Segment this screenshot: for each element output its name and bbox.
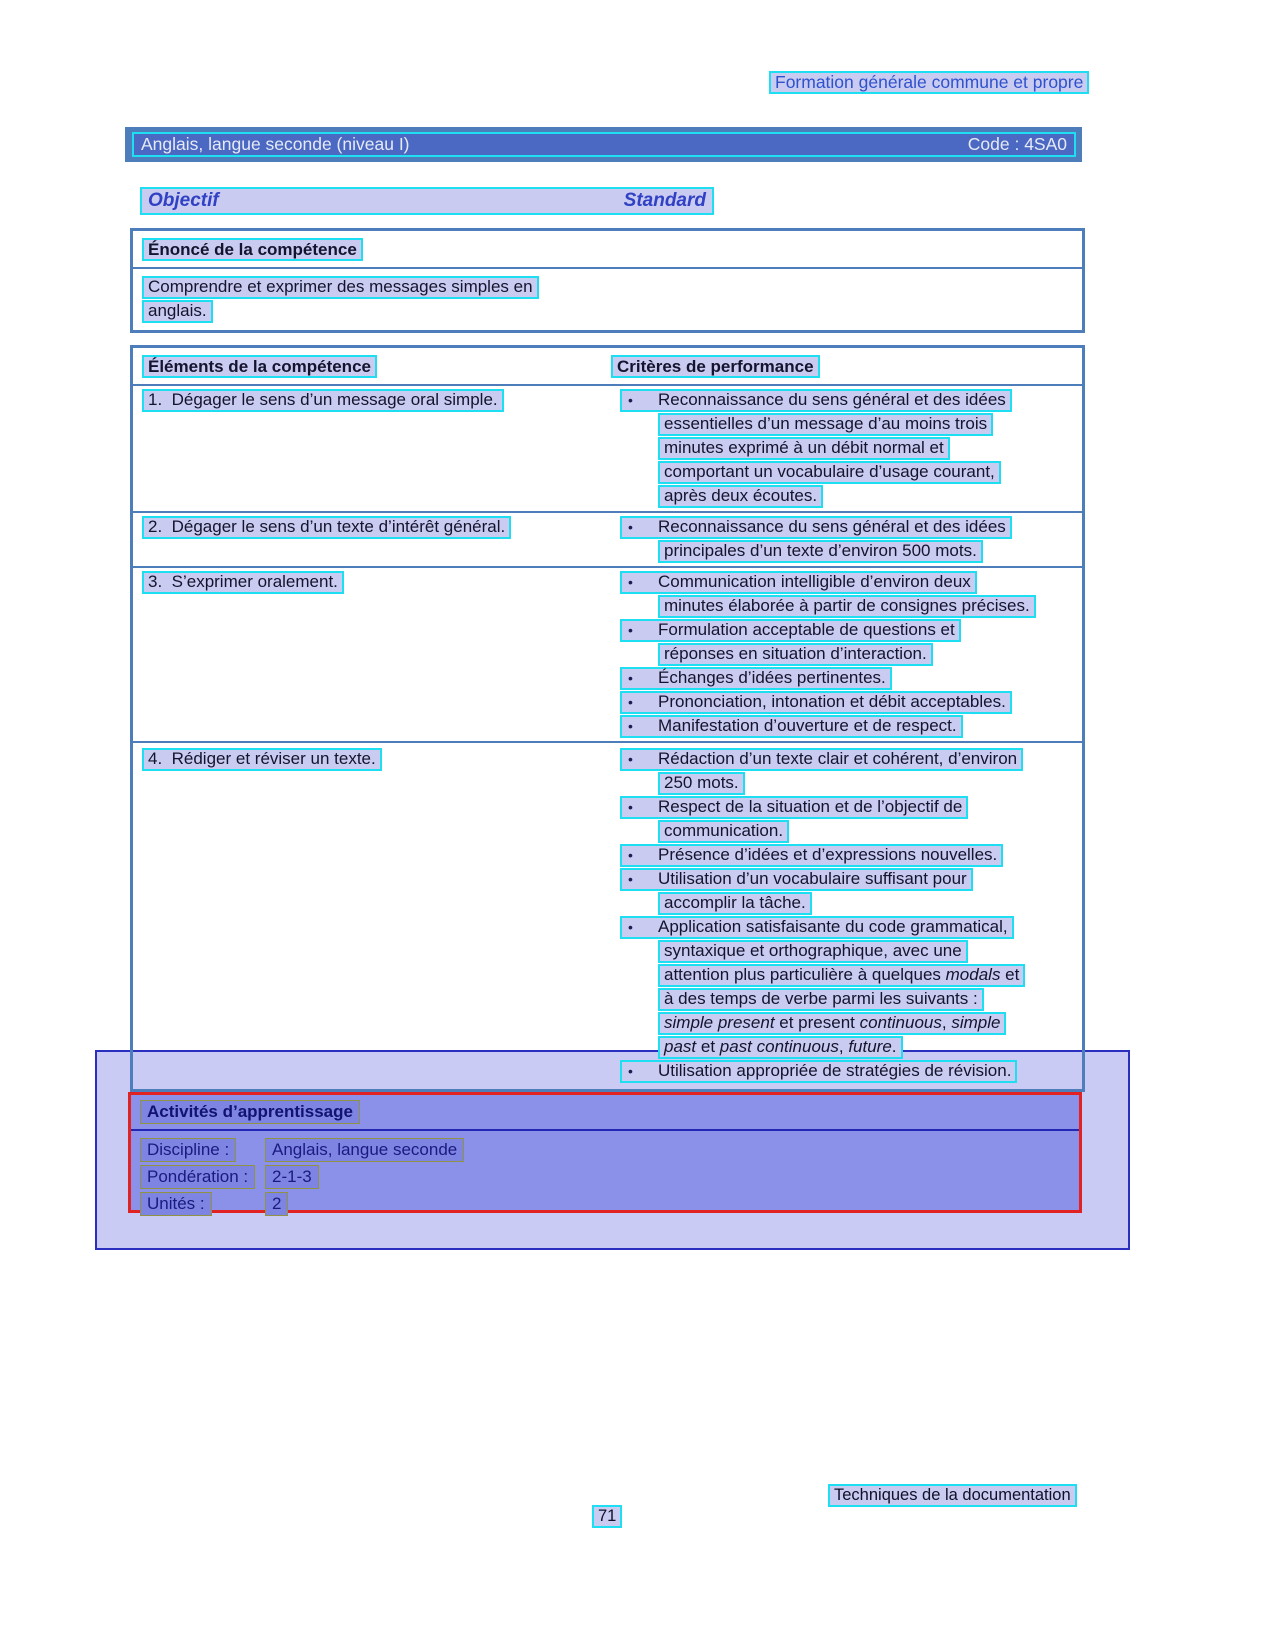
standard-heading: Standard [623,190,706,211]
criterion [612,666,1082,690]
competence-table [130,345,1085,1092]
enonce-box-header [133,231,1082,269]
page-number-text: 71 [592,1505,622,1528]
competence-table-header [133,348,1082,386]
criterion-line: attention plus particulière à quelques modals et [658,964,1025,987]
criteria-cell [612,388,1082,508]
header-note [769,71,1089,94]
element-cell [133,570,612,738]
criterion-line: réponses en situation d’interaction. [658,643,933,666]
enonce-title: Énoncé de la compétence [142,238,363,261]
element-cell [133,747,612,1083]
criterion-line: comportant un vocabulaire d’usage courant, [658,461,1001,484]
bullet-icon: • [628,574,633,590]
criterion-line: Respect de la situation et de l’objectif de [658,797,963,816]
element-text: 2. Dégager le sens d’un texte d’intérêt général. [142,516,511,539]
criterion [612,915,1082,1059]
field-label: Unités : [140,1192,212,1216]
table-row [133,386,1082,513]
criterion-line: Prononciation, intonation et débit acceptables. [658,692,1006,711]
criterion-line: minutes exprimé à un débit normal et [658,437,950,460]
criterion [612,515,1082,563]
criterion [612,388,1082,508]
criterion-line: past et past continuous , future . [658,1036,903,1059]
criterion-line: à des temps de verbe parmi les suivants : [658,988,984,1011]
criterion-line: Utilisation d’un vocabulaire suffisant pour [658,869,967,888]
column-header-criteres: Critères de performance [611,355,820,378]
criterion-line: principales d’un texte d’environ 500 mots. [658,540,983,563]
bullet-icon: • [628,392,633,408]
element-text: 4. Rédiger et réviser un texte. [142,748,382,771]
footer-program-text: Techniques de la documentation [828,1484,1077,1507]
field-unites [131,1189,1079,1216]
bullet-icon: • [628,847,633,863]
field-discipline [131,1135,1079,1162]
criterion [612,690,1082,714]
criterion [612,747,1082,795]
enonce-line: anglais. [142,300,213,323]
criterion-line: Rédaction d’un texte clair et cohérent, d’environ [658,749,1018,768]
enonce-line: Comprendre et exprimer des messages simples en [142,276,539,299]
field-value: 2-1-3 [265,1165,319,1189]
table-row [133,743,1082,1089]
criterion [612,570,1082,618]
field-ponderation [131,1162,1079,1189]
criterion-line: Communication intelligible d’environ deux [658,572,971,591]
bullet-icon: • [628,718,633,734]
activites-box-header [131,1095,1079,1131]
criterion-line: 250 mots. [658,772,745,795]
enonce-box [130,228,1085,333]
criterion [612,1059,1082,1083]
element-cell [133,515,612,563]
table-row [133,513,1082,568]
objectif-standard-row [140,187,714,215]
bullet-icon: • [628,519,633,535]
criterion [612,618,1082,666]
enonce-box-body [133,269,1082,330]
activites-fields [131,1131,1079,1216]
bullet-icon: • [628,694,633,710]
criterion [612,714,1082,738]
criteria-cell [612,515,1082,563]
bullet-icon: • [628,799,633,815]
element-cell [133,388,612,508]
criterion-line: Formulation acceptable de questions et [658,620,955,639]
criterion-line: accomplir la tâche. [658,892,812,915]
criterion [612,795,1082,843]
criterion-line: Présence d’idées et d’expressions nouvelles. [658,845,998,864]
activites-box [128,1092,1082,1213]
criterion-line: Échanges d’idées pertinentes. [658,668,886,687]
header-note-text: Formation générale commune et propre [769,71,1089,94]
criteria-cell [612,570,1082,738]
activites-title: Activités d’apprentissage [140,1100,360,1124]
criterion-line: après deux écoutes. [658,485,823,508]
course-title-bar [125,127,1082,162]
course-code: Code : 4SA0 [967,134,1067,154]
criterion-line: essentielles d’un message d’au moins trois [658,413,993,436]
field-label: Discipline : [140,1138,236,1162]
field-label: Pondération : [140,1165,255,1189]
footer-program [828,1484,1077,1507]
column-header-elements: Éléments de la compétence [142,355,377,378]
criterion-line: Reconnaissance du sens général et des idées [658,517,1006,536]
criterion-line: Reconnaissance du sens général et des idées [658,390,1006,409]
bullet-icon: • [628,871,633,887]
field-value: 2 [265,1192,288,1216]
criterion-line: minutes élaborée à partir de consignes précises. [658,595,1036,618]
bullet-icon: • [628,1063,633,1079]
element-text: 1. Dégager le sens d’un message oral simple. [142,389,504,412]
criterion-line: syntaxique et orthographique, avec une [658,940,968,963]
criterion-line: Utilisation appropriée de stratégies de révision. [658,1061,1012,1080]
field-value: Anglais, langue seconde [265,1138,464,1162]
criterion-line: simple present et present continuous , simple [658,1012,1006,1035]
criterion-line: communication. [658,820,789,843]
bullet-icon: • [628,919,633,935]
course-title-highlight [132,132,1076,157]
criterion [612,843,1082,867]
objectif-heading: Objectif [148,190,219,211]
bullet-icon: • [628,670,633,686]
criterion [612,867,1082,915]
objectif-standard-highlight [140,187,714,215]
course-title: Anglais, langue seconde (niveau I) [141,134,410,154]
table-row [133,568,1082,743]
page-number [592,1505,622,1528]
criterion-line: Manifestation d’ouverture et de respect. [658,716,957,735]
criteria-cell [612,747,1082,1083]
criterion-line: Application satisfaisante du code grammatical, [658,917,1008,936]
element-text: 3. S’exprimer oralement. [142,571,344,594]
bullet-icon: • [628,622,633,638]
bullet-icon: • [628,751,633,767]
